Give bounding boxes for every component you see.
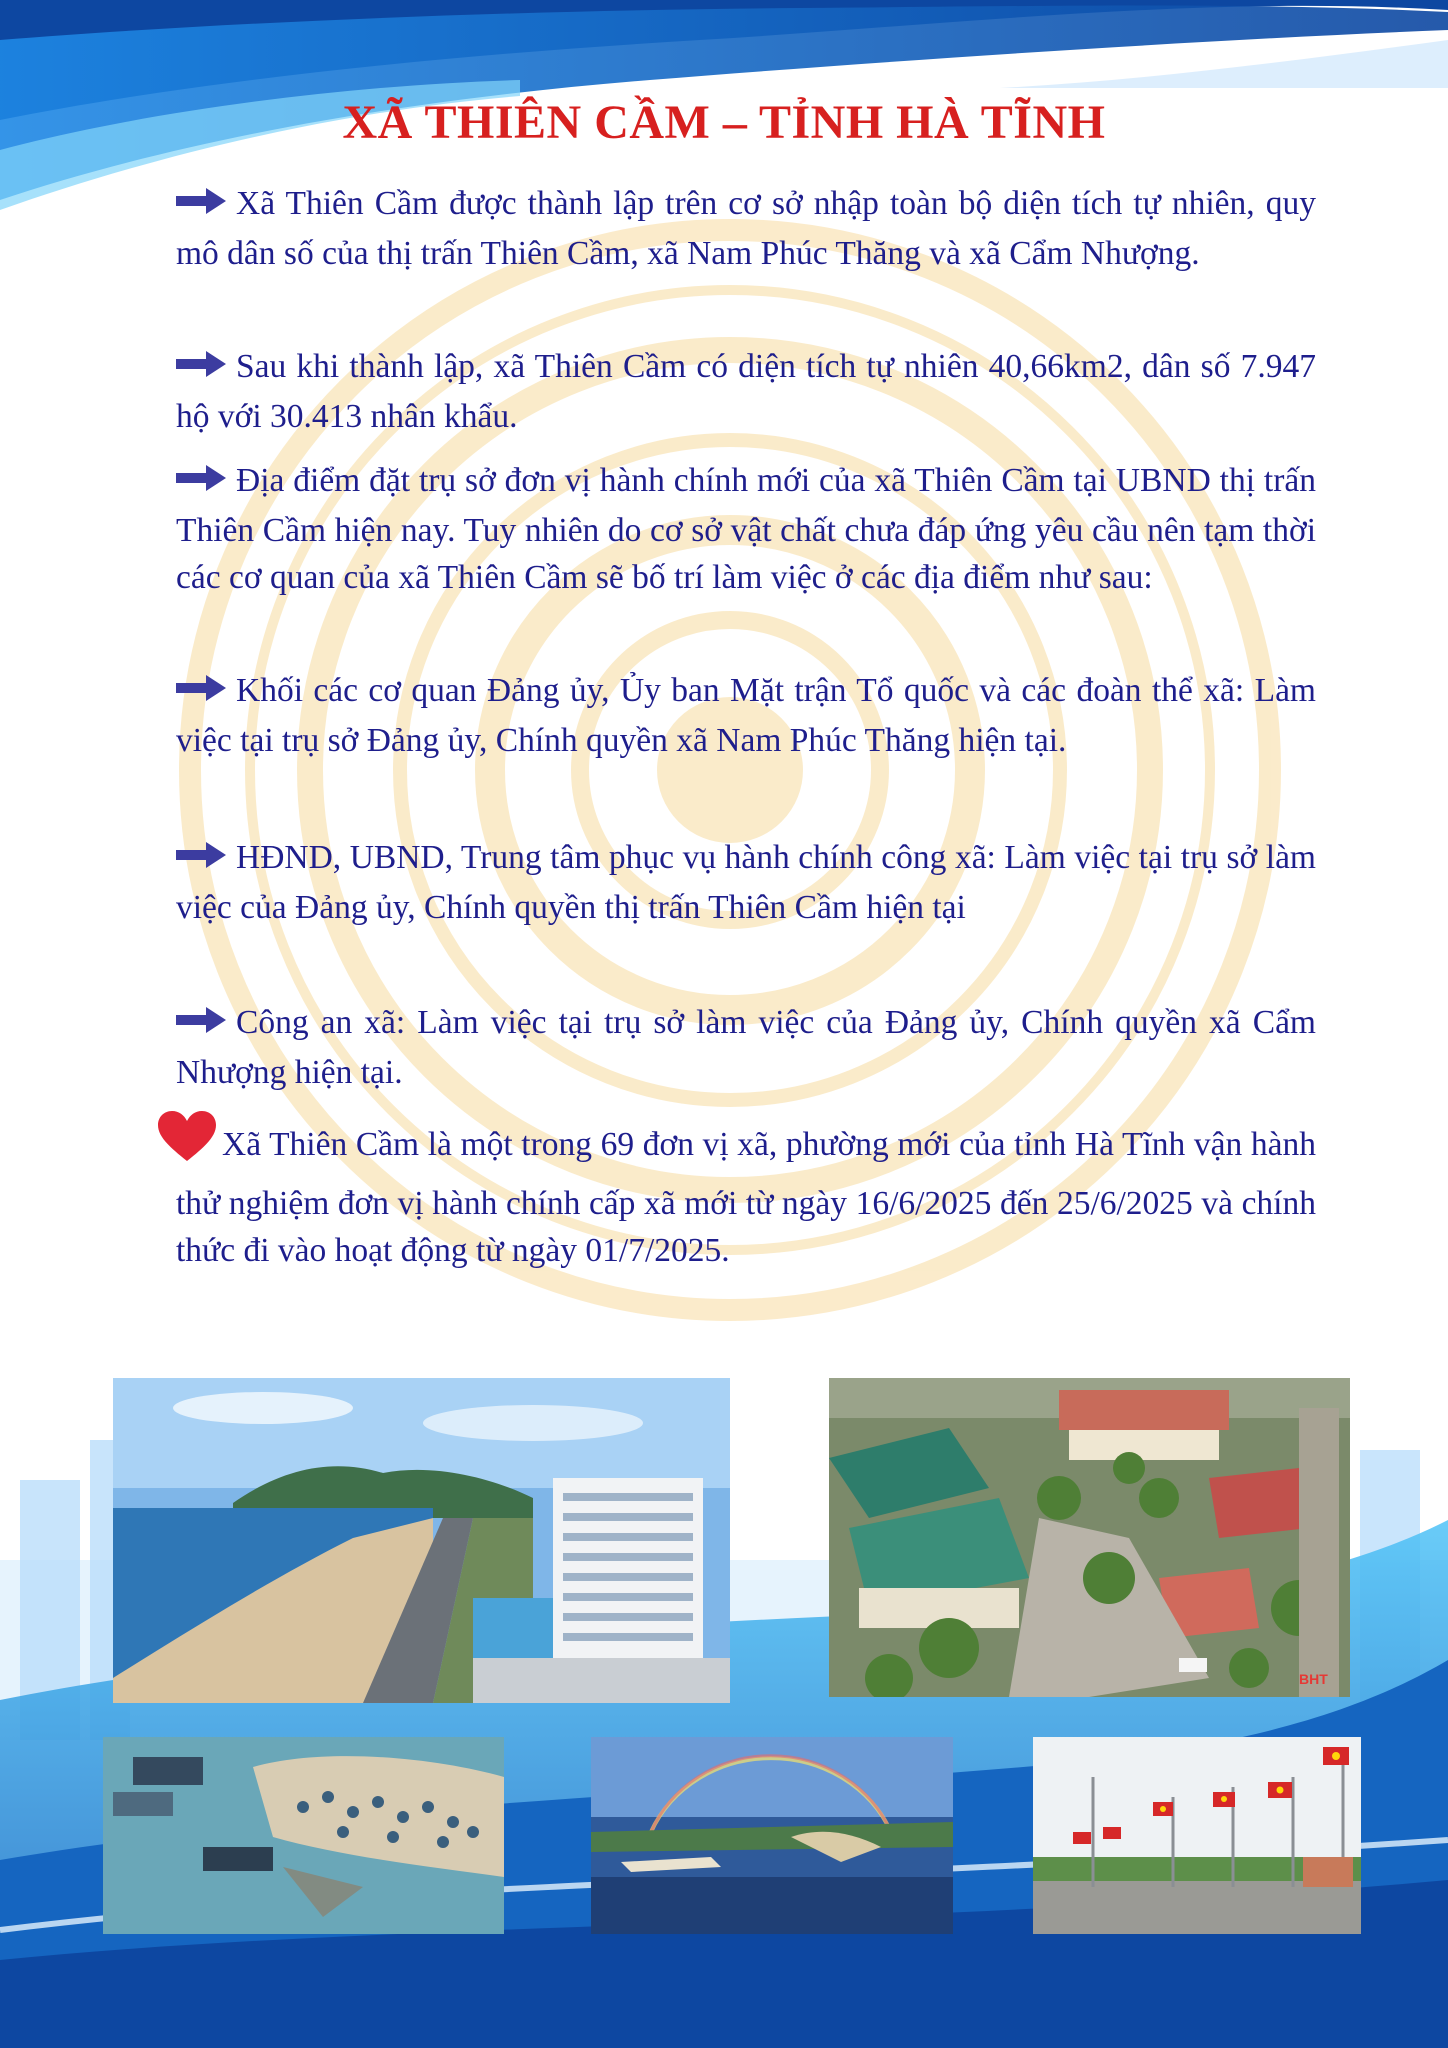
photo-government-compound: [829, 1378, 1350, 1697]
paragraph-text: Địa điểm đặt trụ sở đơn vị hành chính mới của xã Thiên Cầm tại UBND thị trấn Thiên Cầm hiện nay. Tuy nhiên do cơ sở vật chất chưa đáp ứng yêu cầu nên tạm thời các cơ quan của xã Thiên Cầm sẽ bố trí làm việc ở các địa điểm như sau:: [176, 462, 1316, 596]
paragraph-5: [176, 834, 1316, 931]
arrow-icon: [176, 1002, 236, 1049]
paragraph-text: Khối các cơ quan Đảng ủy, Ủy ban Mặt trận Tổ quốc và các đoàn thể xã: Làm việc tại trụ sở Đảng ủy, Chính quyền xã Nam Phúc Thăng hiện tại.: [176, 672, 1316, 759]
paragraph-text: Công an xã: Làm việc tại trụ sở làm việc của Đảng ủy, Chính quyền xã Cẩm Nhượng hiện tại.: [176, 1004, 1316, 1091]
photo-watermark: BHT: [1299, 1671, 1328, 1687]
arrow-icon: [176, 346, 236, 393]
photo-beach-hotel: [113, 1378, 730, 1703]
paragraph-7: [176, 1115, 1316, 1274]
arrow-icon: [176, 837, 236, 884]
arrow-icon: [176, 183, 236, 230]
paragraph-text: Sau khi thành lập, xã Thiên Cầm có diện tích tự nhiên 40,66km2, dân số 7.947 hộ với 30.413 nhân khẩu.: [176, 348, 1316, 435]
paragraph-2: [176, 343, 1316, 440]
heart-icon: [176, 1115, 222, 1180]
page-title: XÃ THIÊN CẦM – TỈNH HÀ TĨNH: [342, 96, 1106, 149]
paragraph-text: HĐND, UBND, Trung tâm phục vụ hành chính công xã: Làm việc tại trụ sở làm việc của Đảng ủy, Chính quyền thị trấn Thiên Cầm hiện tại: [176, 839, 1316, 926]
arrow-icon: [176, 670, 236, 717]
paragraph-1: [176, 180, 1316, 277]
paragraph-3: [176, 457, 1316, 601]
paragraph-text: Xã Thiên Cầm được thành lập trên cơ sở nhập toàn bộ diện tích tự nhiên, quy mô dân số của thị trấn Thiên Cầm, xã Nam Phúc Thăng và xã Cẩm Nhượng.: [176, 185, 1316, 272]
photo-flags-street: [1033, 1737, 1361, 1934]
arrow-icon: [176, 460, 236, 507]
photo-rainbow-lagoon: [591, 1737, 953, 1934]
paragraph-6: [176, 999, 1316, 1096]
photo-fishing-boats: [103, 1737, 504, 1934]
paragraph-4: [176, 667, 1316, 764]
paragraph-text: Xã Thiên Cầm là một trong 69 đơn vị xã, phường mới của tỉnh Hà Tĩnh vận hành thử nghiệm đơn vị hành chính cấp xã mới từ ngày 16/6/2025 đến 25/6/2025 và chính thức đi vào hoạt động từ ngày 01/7/2025.: [176, 1126, 1316, 1269]
